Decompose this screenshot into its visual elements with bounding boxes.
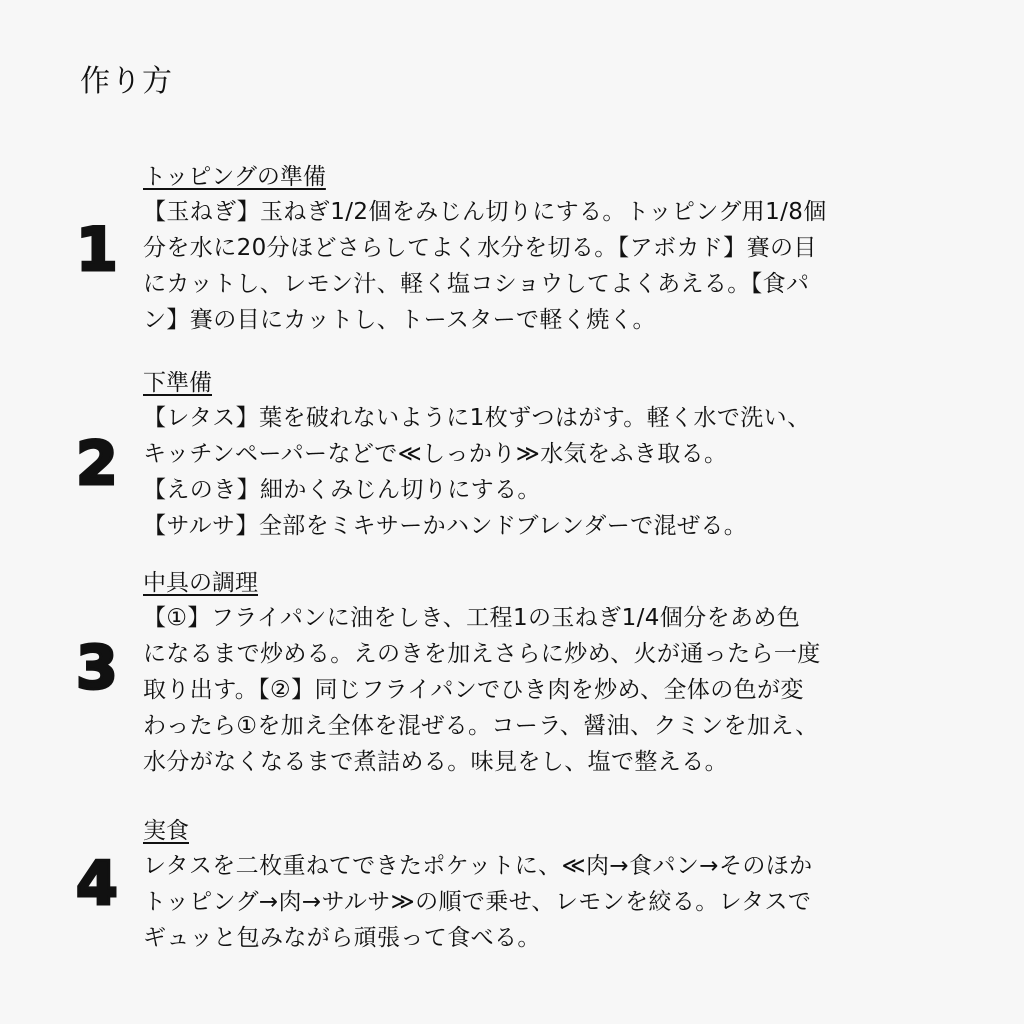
step-number: 3 [76,633,118,703]
step-content [143,366,933,544]
step-number: 2 [76,429,118,499]
step-heading: トッピングの準備 [143,164,326,190]
step-body: 【①】フライパンに油をしき、工程1の玉ねぎ1/4個分をあめ色 になるまで炒める。えのきを加えさらに炒め、火が通ったら一度 取り出す。【②】同じフライパンでひき肉を炒め、全体の色が変 わったら①を加え全体を混ぜる。コーラ、醤油、クミンを加え、 水分がなくなるまで煮詰める。味見をし、塩で整える。 [143,605,821,775]
step-content [143,566,933,780]
step-number: 1 [76,215,118,285]
step-content [143,160,933,338]
step-body: 【玉ねぎ】玉ねぎ1/2個をみじん切りにする。トッピング用1/8個 分を水に20分ほどさらしてよく水分を切る。【アボカド】賽の目 にカットし、レモン汁、軽く塩コショウしてよくあえる。【食パ ン】賽の目にカットし、トースターで軽く焼く。 [143,199,827,333]
page-title: 作り方 [80,64,173,99]
step-heading: 実食 [143,818,189,844]
step-content [143,814,933,956]
step-body: レタスを二枚重ねてできたポケットに、≪肉→食パン→そのほか トッピング→肉→サルサ≫の順で乗せ、レモンを絞る。レタスで ギュッと包みながら頑張って食べる。 [143,853,813,951]
step-heading: 中具の調理 [143,570,258,596]
step-body: 【レタス】葉を破れないように1枚ずつはがす。軽く水で洗い、 キッチンペーパーなどで≪しっかり≫水気をふき取る。 【えのき】細かくみじん切りにする。 【サルサ】全部をミキサーかハンドブレンダーで混ぜる。 [143,405,811,539]
step-heading: 下準備 [143,370,212,396]
step-number: 4 [76,849,118,919]
